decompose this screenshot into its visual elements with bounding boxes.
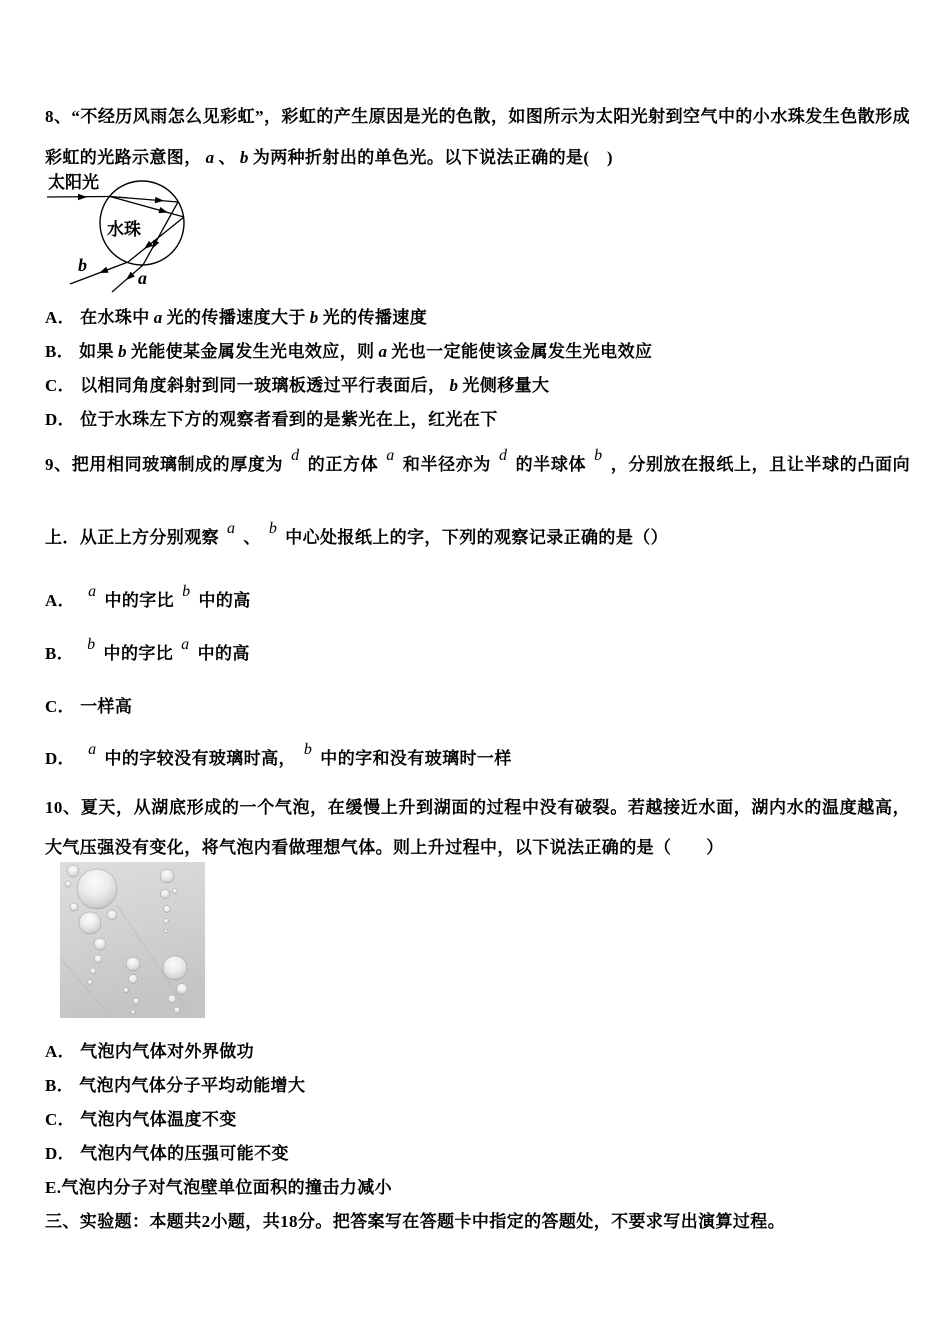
math-variable: a [88, 583, 97, 600]
text-run: 的半球体 [515, 455, 587, 474]
option-text [80, 697, 132, 716]
text-run: 9、把用相同玻璃制成的厚度为 [45, 455, 284, 474]
text-run: 气泡内气体分子平均动能增大 [79, 1076, 306, 1095]
question-9-options [45, 575, 910, 786]
math-variable: b [239, 148, 249, 167]
text-run: 中的高 [198, 591, 251, 610]
question-8-stem [45, 96, 910, 178]
option-letter: E. [45, 1178, 62, 1197]
option-letter: B． [45, 1076, 75, 1095]
option-letter: D． [45, 749, 76, 768]
option-letter: C． [45, 376, 76, 395]
droplet-label: 水珠 [107, 220, 141, 239]
text-run: 中的字比 [103, 644, 174, 663]
math-variable: b [87, 636, 96, 653]
question-8-options [45, 308, 910, 430]
text-run: 气泡内气体温度不变 [80, 1110, 237, 1129]
water-droplet-diagram [45, 168, 245, 300]
text-run: 以相同角度斜射到同一玻璃板透过平行表面后， [80, 376, 446, 395]
text-run: 如果 [79, 342, 114, 361]
question-9-option-d [45, 733, 910, 786]
math-variable: a [205, 148, 215, 167]
option-text [80, 410, 498, 429]
option-text [80, 583, 251, 610]
text-run: 位于水珠左下方的观察者看到的是紫光在上，红光在下 [80, 410, 498, 429]
text-run: 、 [218, 148, 236, 167]
math-variable: b [309, 308, 319, 327]
text-run: 气泡内分子对气泡壁单位面积的撞击力减小 [61, 1178, 392, 1197]
option-text [61, 1178, 392, 1197]
option-letter: A． [45, 591, 76, 610]
math-variable: a [153, 308, 163, 327]
math-variable: d [291, 447, 300, 464]
question-10-option-d [45, 1144, 910, 1164]
text-run: 气泡内气体对外界做功 [80, 1042, 255, 1061]
math-variable: a [378, 342, 388, 361]
text-run: 中的字和没有玻璃时一样 [320, 749, 512, 768]
ray-b-label: b [78, 255, 87, 275]
option-letter: D． [45, 1144, 76, 1163]
option-letter: B． [45, 342, 75, 361]
question-8-option-c [45, 376, 910, 396]
rising-bubbles-image [60, 862, 205, 1018]
option-text [80, 741, 512, 768]
option-text [80, 1110, 237, 1129]
text-run: 的正方体 [307, 455, 379, 474]
question-10-option-a [45, 1042, 910, 1062]
math-variable: b [117, 342, 127, 361]
text-run: 在水珠中 [80, 308, 150, 327]
option-text [80, 1042, 254, 1061]
text-run: 光侧移量大 [462, 376, 550, 395]
text-run: 8、“不经历风雨怎么见彩虹”，彩虹的产生原因是光的色散，如图所示为太阳光射到空气中的小水珠发生色散形成彩虹的光路示意图， [45, 107, 910, 167]
option-text [79, 636, 250, 663]
question-10-option-c [45, 1110, 910, 1130]
ray-a-label: a [138, 268, 147, 288]
question-10-option-b [45, 1076, 910, 1096]
option-letter: C． [45, 697, 76, 716]
section-3-header: 三、实验题：本题共2小题，共18分。把答案写在答题卡中指定的答题处，不要求写出演算过程。 [45, 1212, 786, 1231]
text-run: 光的传播速度 [322, 308, 428, 327]
text-run: 光也一定能使该金属发生光电效应 [391, 342, 653, 361]
sunlight-label: 太阳光 [48, 173, 99, 192]
question-8-option-b [45, 342, 910, 362]
text-run: 中的字较没有玻璃时高， [104, 749, 296, 768]
text-run: 光能使某金属发生光电效应，则 [130, 342, 375, 361]
text-run: ，分别放在报纸上，且让半球的凸面向上．从正上方分别观察 [45, 455, 911, 547]
question-9-option-a [45, 575, 910, 628]
math-variable: a [88, 741, 97, 758]
math-variable: d [498, 447, 508, 464]
option-text [80, 308, 427, 327]
question-10 [45, 788, 910, 1212]
option-letter: D． [45, 410, 76, 429]
math-variable: b [594, 447, 603, 464]
option-text [79, 1076, 305, 1095]
math-variable: a [181, 636, 190, 653]
question-9-stem [45, 429, 910, 575]
text-run: 、 [243, 528, 261, 547]
math-variable: b [449, 376, 459, 395]
question-10-stem [45, 788, 910, 868]
text-run: 光的传播速度大于 [166, 308, 306, 327]
question-9-option-c [45, 681, 910, 733]
text-run: 一样高 [80, 697, 133, 716]
option-text [79, 342, 652, 361]
math-variable: a [227, 520, 236, 537]
question-9 [45, 429, 910, 786]
math-variable: b [268, 520, 278, 537]
question-8-option-a [45, 308, 910, 328]
option-text [80, 1144, 289, 1163]
text-run: 和半径亦为 [402, 455, 491, 474]
text-run: 中心处报纸上的字，下列的观察记录正确的是（） [285, 528, 669, 547]
math-variable: b [182, 583, 191, 600]
option-text [80, 376, 549, 395]
math-variable: a [386, 447, 395, 464]
question-8 [45, 96, 910, 444]
option-letter: C． [45, 1110, 76, 1129]
question-8-option-d [45, 410, 910, 430]
question-9-option-b [45, 628, 910, 681]
text-run: 中的高 [197, 644, 250, 663]
text-run: 气泡内气体的压强可能不变 [80, 1144, 289, 1163]
option-letter: B． [45, 644, 75, 663]
text-run: 为两种折射出的单色光。以下说法正确的是( ) [252, 148, 613, 167]
question-10-option-e [45, 1178, 910, 1198]
option-letter: A． [45, 308, 76, 327]
text-run: 中的字比 [104, 591, 175, 610]
math-variable: b [303, 741, 313, 758]
text-run: 10、夏天，从湖底形成的一个气泡，在缓慢上升到湖面的过程中没有破裂。若越接近水面，湖内水的温度越高，大气压强没有变化，将气泡内看做理想气体。则上升过程中，以下说法正确的是（ ） [45, 798, 910, 857]
question-10-options [45, 1042, 910, 1198]
option-letter: A． [45, 1042, 76, 1061]
